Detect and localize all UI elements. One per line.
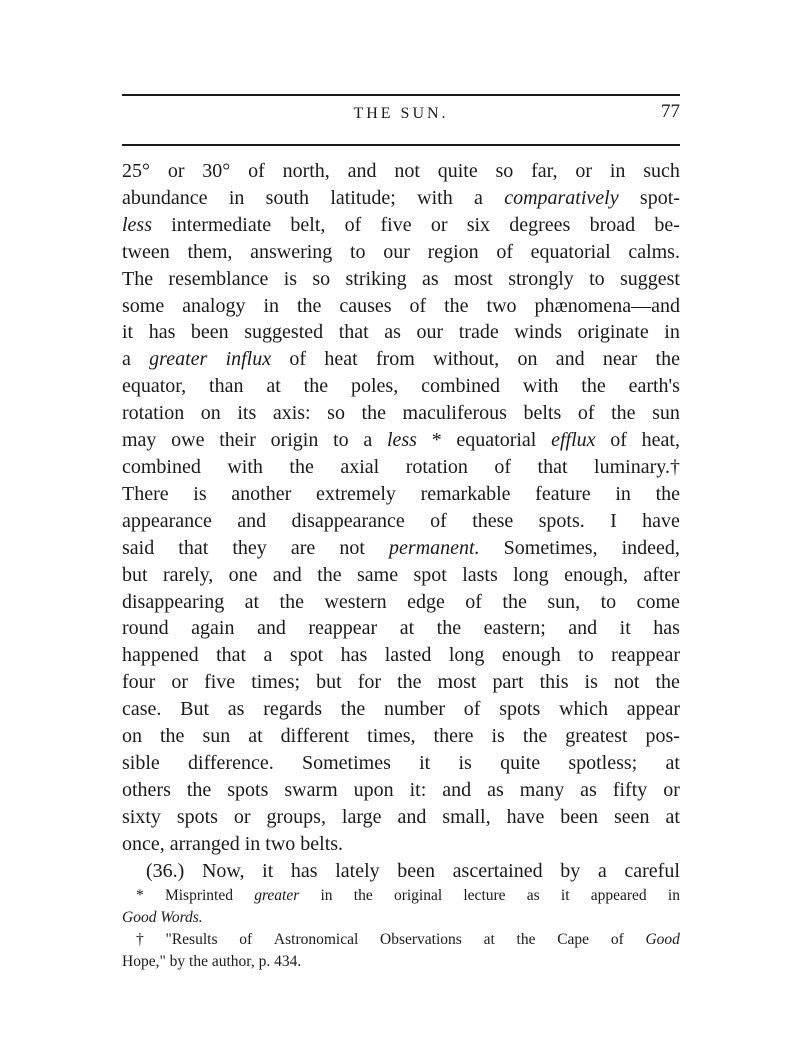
- body-line: said that they are not permanent. Sometimes, indeed,: [122, 536, 680, 559]
- header-rule-bottom: [122, 144, 680, 146]
- body-line: happened that a spot has lasted long enough to reappear: [122, 644, 680, 667]
- body-line: four or five times; but for the most part this is not the: [122, 671, 680, 694]
- footnote-line: Good Words.: [122, 909, 203, 926]
- body-line: abundance in south latitude; with a comparatively spot-: [122, 186, 680, 209]
- body-line: 25° or 30° of north, and not quite so far, or in such: [122, 160, 680, 182]
- running-header: [122, 101, 680, 135]
- footnote-line: * Misprinted greater in the original lecture as it appeared in: [136, 887, 680, 904]
- body-line: it has been suggested that as our trade winds originate in: [122, 321, 680, 344]
- body-line: once, arranged in two belts.: [122, 832, 344, 855]
- footnote-line: Hope," by the author, p. 434.: [122, 953, 302, 970]
- body-line: others the spots swarm upon it: and as many as fifty or: [122, 778, 680, 801]
- body-line: The resemblance is so striking as most strongly to suggest: [122, 267, 680, 290]
- footnotes: [122, 885, 680, 973]
- body-line: appearance and disappearance of these spots. I have: [122, 509, 680, 532]
- body-line: may owe their origin to a less * equatorial efflux of heat,: [122, 429, 680, 452]
- body-text: [122, 158, 680, 884]
- page-number: 77: [661, 101, 680, 122]
- body-line: but rarely, one and the same spot lasts long enough, after: [122, 563, 680, 586]
- body-line: disappearing at the western edge of the sun, to come: [122, 590, 680, 613]
- body-line: round again and reappear at the eastern; and it has: [122, 617, 680, 640]
- body-line: There is another extremely remarkable feature in the: [122, 482, 680, 505]
- running-title: THE SUN.: [353, 105, 449, 122]
- body-line: case. But as regards the number of spots which appear: [122, 698, 680, 721]
- header-rule-top: [122, 94, 680, 96]
- body-line: sible difference. Sometimes it is quite spotless; at: [122, 751, 680, 774]
- body-line: some analogy in the causes of the two phænomena—and: [122, 294, 680, 317]
- body-line: combined with the axial rotation of that luminary.†: [122, 455, 680, 478]
- body-line: equator, than at the poles, combined with the earth's: [122, 375, 680, 398]
- body-line: less intermediate belt, of five or six degrees broad be-: [122, 213, 680, 236]
- body-line: (36.) Now, it has lately been ascertained by a careful: [146, 859, 680, 882]
- body-line: sixty spots or groups, large and small, have been seen at: [122, 805, 680, 828]
- body-line: tween them, answering to our region of equatorial calms.: [122, 240, 680, 263]
- body-line: rotation on its axis: so the maculiferous belts of the sun: [122, 402, 680, 425]
- body-line: on the sun at different times, there is the greatest pos-: [122, 725, 680, 748]
- footnote-line: † "Results of Astronomical Observations at the Cape of Good: [136, 931, 680, 948]
- body-line: a greater influx of heat from without, on and near the: [122, 348, 680, 371]
